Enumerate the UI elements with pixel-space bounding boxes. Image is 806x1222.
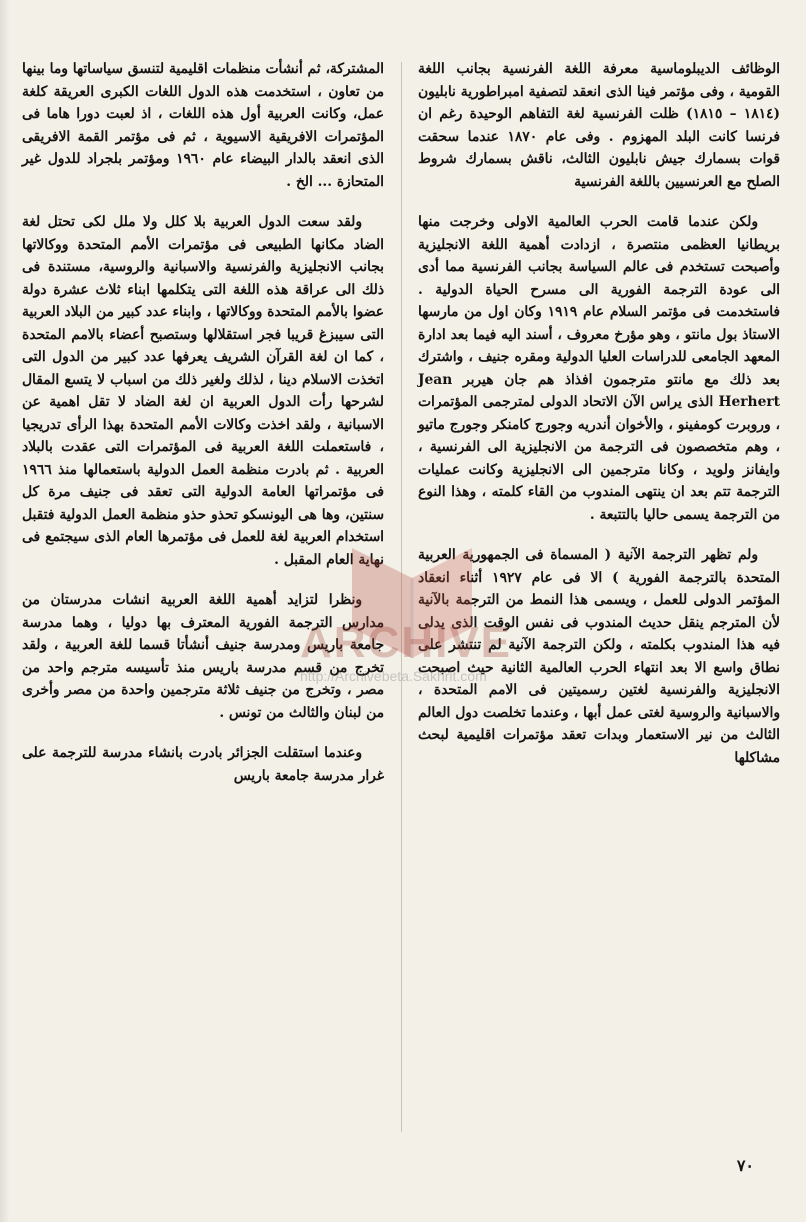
paragraph: ونظرا لتزايد أهمية اللغة العربية انشات مدرستان من مدارس الترجمة الفورية المعترف بها دوليا ، وهما مدرسة جامعة باريس ومدرسة جنيف أنشأتا قسما للغة العربية ، ولقد تخرج من قسم مدرسة باريس منذ تأسيسه مترجم واحد من مصر ، وتخرج من جنيف ثلاثة مترجمين واحدة من مصر وأخرى من لبنان والثالث من تونس . [22, 592, 384, 721]
right-text-column [418, 58, 780, 787]
paragraph: ولقد سعت الدول العربية بلا كلل ولا ملل لكى تحتل لغة الضاد مكانها الطبيعى فى مؤتمرات الأمم المتحدة ووكالاتها بجانب الانجليزية والفرنسية والاسبانية والروسية، مستندة فى ذلك الى عراقة هذه اللغة التى يتكلمها ابناء ثلاث عشرة دولة عضوا بالأمم المتحدة ووكالاتها ، وابناء عدد كبير من البلاد العربية التى سيبزغ قريبا فجر استقلالها وستصبح أعضاء بالامم المتحدة ، كما ان لغة القرآن الشريف يعرفها عدد كبير من الدول التى اتخذت الاسلام دينا ، لذلك ولغير ذلك من اسباب لا يتسع المقال لشرحها رأت الدول العربية ان لغة الضاد لا تقل اهمية عن الاسبانية ، ولقد اخذت وكالات الأمم المتحدة بهذا الرأى تدريجيا ، فاستعملت اللغة العربية فى المؤتمرات التى عقدت بالبلاد العربية . ثم بادرت منظمة العمل الدولية باستعمالها منذ ١٩٦٦ فى مؤتمراتها العامة الدولية التى تعقد فى جنيف مرة كل سنتين، وها هى اليونسكو تحذو حذو منظمة العمل الدولية فتقبل استخدام العربية لغة للعمل فى مؤتمرها العام الذى سيجتمع فى نهاية العام المقبل . [22, 214, 384, 568]
page-edge-shadow [0, 0, 10, 1222]
paragraph: المشتركة، ثم أنشأت منظمات اقليمية لتنسق سياساتها وما بينها من تعاون ، استخدمت هذه الدول اللغات الكبرى العريقة كلغة عمل، وكانت العربية أول هذه اللغات ، اذ لعبت دورا هاما فى المؤتمرات الافريقية الاسيوية ، ثم فى مؤتمر القمة الافريقى الذى انعقد بالدار البيضاء عام ١٩٦٠ ومؤتمر بلجراد للدول غير المتحازة ... الخ . [22, 61, 384, 190]
watermark-text: ARCHIVE [300, 618, 513, 667]
paragraph: ولكن عندما قامت الحرب العالمية الاولى وخرجت منها بريطانيا العظمى منتصرة ، ازدادت أهمية اللغة الانجليزية وأصبحت تستخدم فى عالم السياسة بجانب الفرنسية مما أدى الى عودة الترجمة الفورية الى مسرح الحياة الدولية . فاستخدمت فى مؤتمر السلام عام ١٩١٩ وكان اول من مارسها الاستاذ بول مانتو ، وهو مؤرخ معروف ، أسند اليه فيما بعد ادارة المعهد الجامعى للدراسات العليا الدولية ومقره جنيف ، واشترك بعد ذلك مع مانتو مترجمون افذاذ هم جان هيربر Jean Herhert الذى يراس الآن الاتحاد الدولى لمترجمى المؤتمرات ، وروبرت كومفينو ، والأخوان أندريه وجورج كامنكر وجورج ماتيو ، وهم متخصصون فى الترجمة من الانجليزية الى الفرنسية ، وايفانز ولويد ، وكانا مترجمين الى الانجليزية وكانت عمليات الترجمة تتم بعد ان ينتهى المندوب من القاء كلمته ، وهذا النوع من الترجمة يسمى حاليا بالتتبعة . [418, 214, 780, 523]
left-text-column [22, 58, 384, 805]
paragraph: الوظائف الديبلوماسية معرفة اللغة الفرنسية بجانب اللغة القومية ، وفى مؤتمر فينا الذى انعقد لتصفية امبراطورية نابليون (١٨١٤ – ١٨١٥) ظلت الفرنسية لغة التفاهم الوحيدة رغم ان فرنسا كانت البلد المهزوم . وفى عام ١٨٧٠ عندما سحقت قوات بسمارك جيش نابليون الثالث، ناقش بسمارك شروط الصلح مع العرنسيين باللغة الفرنسية [418, 61, 780, 190]
paragraph: ولم تظهر الترجمة الآنية ( المسماة فى الجمهورية العربية المتحدة بالترجمة الفورية ) الا فى عام ١٩٢٧ أثناء انعقاد المؤتمر الدولى للعمل ، ويسمى هذا النمط من الترجمة بالآنية لأن المترجم ينقل حديث المندوب فى نفس الوقت الذى يدلى فيه هذا المندوب بكلمته ، ولكن الترجمة الآنية لم تنتشر على نطاق واسع الا بعد انتهاء الحرب العالمية الثانية حيث اصبحت الانجليزية والفرنسية لغتين رسميتين فى الامم المتحدة ، والاسبانية والروسية لغتى عمل أبها ، وعندما تخلصت دول العالم الثالث من نير الاستعمار وبدات تعقد مؤتمرات اقليمية لبحث مشاكلها [418, 547, 781, 766]
column-divider [401, 62, 402, 1132]
page-number: ٧٠ [736, 1156, 754, 1175]
watermark-url: http://Archivebeta.Sakhrit.com [300, 668, 487, 684]
paragraph: وعندما استقلت الجزائر بادرت بانشاء مدرسة للترجمة على غرار مدرسة جامعة باريس [22, 745, 384, 784]
